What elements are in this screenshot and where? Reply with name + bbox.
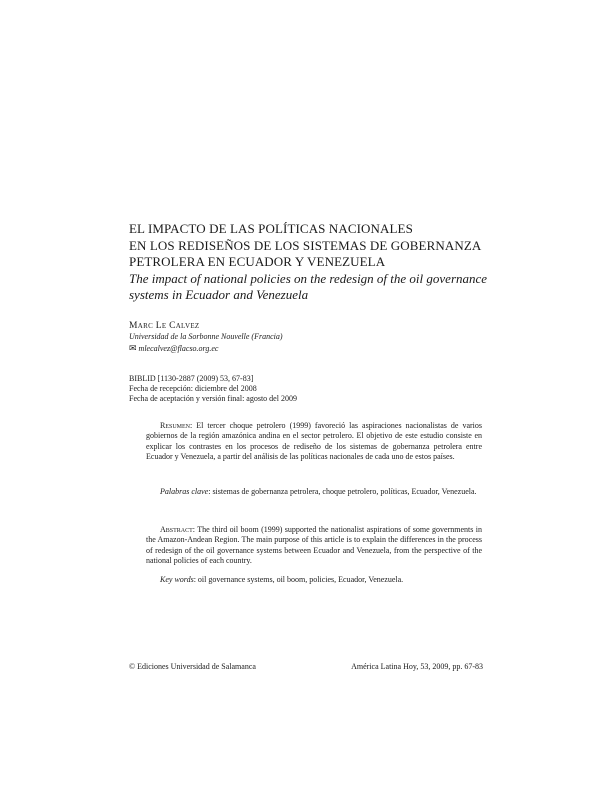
english-title-line-2: systems in Ecuador and Venezuela xyxy=(129,287,309,302)
resumen-paragraph xyxy=(146,421,482,463)
palabras-clave-label: Palabras clave xyxy=(160,487,209,496)
title-block xyxy=(129,221,489,304)
acceptance-date: Fecha de aceptación y versión final: agosto del 2009 xyxy=(129,394,297,403)
title-line-1: EL IMPACTO DE LAS POLÍTICAS NACIONALES xyxy=(129,221,413,236)
biblid-block xyxy=(129,374,489,404)
abstract-section xyxy=(146,525,482,567)
key-words-paragraph xyxy=(146,575,482,585)
author-email-row xyxy=(129,343,489,355)
footer-publisher: © Ediciones Universidad de Salamanca xyxy=(129,662,256,671)
reception-date: Fecha de recepción: diciembre del 2008 xyxy=(129,384,257,393)
key-words-label: Key words xyxy=(160,575,194,584)
author-affiliation: Universidad de la Sorbonne Nouvelle (Francia) xyxy=(129,332,283,341)
author-block xyxy=(129,320,489,354)
title-line-3: PETROLERA EN ECUADOR Y VENEZUELA xyxy=(129,254,386,269)
author-email: mlecalvez@flacso.org.ec xyxy=(138,343,219,353)
resumen-text: : El tercer choque petrolero (1999) favoreció las aspiraciones nacionalistas de varios gobiernos de la región amazónica andina en el sector petrolero. El objetivo de este estudio consiste en explicar los contrastes en los procesos de rediseño de los sistemas de gobernanza petrolera entre Ecuador y Venezuela, a partir del análisis de las políticas nacionales de cada uno de estos países. xyxy=(146,421,482,462)
resumen-section xyxy=(146,421,482,463)
key-words-section xyxy=(146,575,482,585)
biblid-code: BIBLID [1130-2887 (2009) 53, 67-83] xyxy=(129,374,254,383)
resumen-label: Resumen xyxy=(160,421,191,430)
abstract-label: Abstract xyxy=(160,525,193,534)
title-line-2: EN LOS REDISEÑOS DE LOS SISTEMAS DE GOBERNANZA xyxy=(129,237,482,253)
key-words-text: : oil governance systems, oil boom, policies, Ecuador, Venezuela. xyxy=(193,575,404,584)
palabras-clave-section xyxy=(146,487,482,497)
author-name: Marc Le Calvez xyxy=(129,321,200,331)
footer-journal-citation: América Latina Hoy, 53, 2009, pp. 67-83 xyxy=(351,662,483,671)
palabras-clave-paragraph xyxy=(146,487,482,497)
abstract-paragraph xyxy=(146,525,482,567)
english-title-line-1: The impact of national policies on the redesign of the oil governance xyxy=(129,270,488,286)
envelope-icon: ✉ xyxy=(129,342,137,353)
abstract-text: : The third oil boom (1999) supported the nationalist aspirations of some governments in the Amazon-Andean Region. The main purpose of this article is to explain the differences in the process of redesign of the oil governance systems between Ecuador and Venezuela, from the perspective of the national policies of each country. xyxy=(146,525,482,566)
palabras-clave-text: : sistemas de gobernanza petrolera, choque petrolero, políticas, Ecuador, Venezuela. xyxy=(208,487,477,496)
